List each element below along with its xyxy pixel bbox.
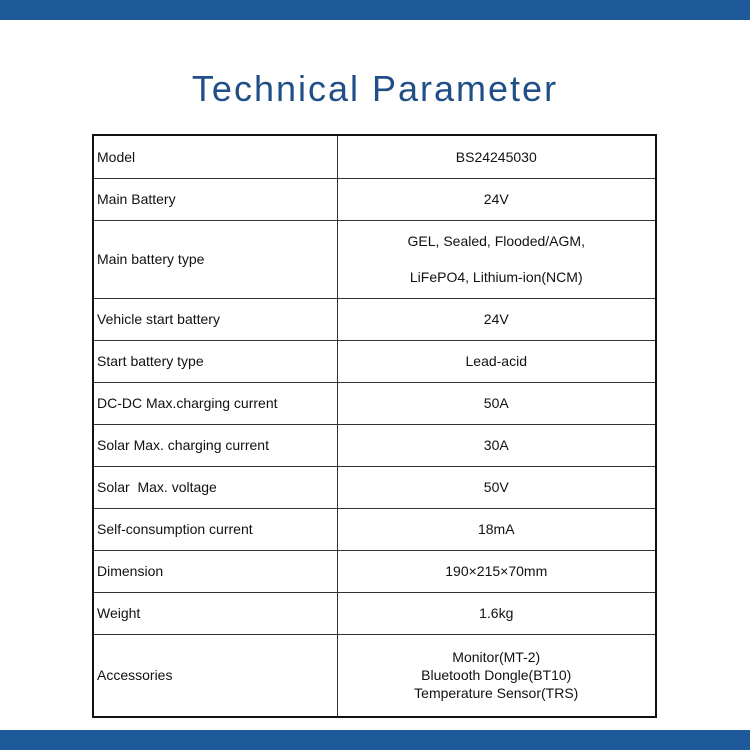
param-value-line: 1.6kg xyxy=(479,605,514,621)
param-value-line: Monitor(MT-2) xyxy=(452,649,541,666)
param-value xyxy=(337,424,656,466)
param-label: Model xyxy=(93,135,337,178)
table-row-weight xyxy=(93,592,656,634)
param-label: Solar Max. voltage xyxy=(93,466,337,508)
param-label: Main battery type xyxy=(93,220,337,298)
param-value-line: Bluetooth Dongle(BT10) xyxy=(421,667,572,684)
technical-parameter-table xyxy=(92,134,657,718)
table-row-solar-max-voltage xyxy=(93,466,656,508)
param-label: Weight xyxy=(93,592,337,634)
table-row-main-battery-type xyxy=(93,220,656,298)
table-row-dcdc-max-charging-current xyxy=(93,382,656,424)
param-value-line: 24V xyxy=(483,191,509,207)
table-row-accessories xyxy=(93,634,656,717)
param-value xyxy=(337,298,656,340)
table-row-solar-max-charging-current xyxy=(93,424,656,466)
param-value xyxy=(337,508,656,550)
table-row-self-consumption-current xyxy=(93,508,656,550)
param-value xyxy=(337,220,656,298)
page-title: Technical Parameter xyxy=(191,68,559,109)
table-row-model xyxy=(93,135,656,178)
table-row-start-battery-type xyxy=(93,340,656,382)
param-label: Solar Max. charging current xyxy=(93,424,337,466)
param-value xyxy=(337,340,656,382)
param-value-line: 24V xyxy=(483,311,509,327)
param-value xyxy=(337,466,656,508)
param-value xyxy=(337,592,656,634)
param-value-line: BS24245030 xyxy=(455,148,537,165)
param-value-line: 30A xyxy=(483,437,509,453)
param-value-line: 18mA xyxy=(477,521,515,537)
param-label: DC-DC Max.charging current xyxy=(93,382,337,424)
param-label: Start battery type xyxy=(93,340,337,382)
param-value xyxy=(337,634,656,717)
param-value xyxy=(337,135,656,178)
param-value-line: Lead-acid xyxy=(465,353,527,369)
param-value-line: GEL, Sealed, Flooded/AGM, xyxy=(407,233,585,249)
param-value xyxy=(337,178,656,220)
param-value xyxy=(337,382,656,424)
param-value-line: 50A xyxy=(483,395,509,411)
param-label: Vehicle start battery xyxy=(93,298,337,340)
param-label: Main Battery xyxy=(93,178,337,220)
bottom-banner-band xyxy=(0,730,750,750)
param-label: Self-consumption current xyxy=(93,508,337,550)
top-banner-band xyxy=(0,0,750,20)
table-row-main-battery xyxy=(93,178,656,220)
param-value-line: 190×215×70mm xyxy=(445,563,548,579)
table-row-dimension xyxy=(93,550,656,592)
param-label: Accessories xyxy=(93,634,337,717)
param-value-line: Temperature Sensor(TRS) xyxy=(414,685,579,702)
table-row-vehicle-start-battery xyxy=(93,298,656,340)
param-value xyxy=(337,550,656,592)
param-value-line: LiFePO4, Lithium-ion(NCM) xyxy=(409,269,583,285)
param-label: Dimension xyxy=(93,550,337,592)
param-value-line: 50V xyxy=(483,479,509,495)
